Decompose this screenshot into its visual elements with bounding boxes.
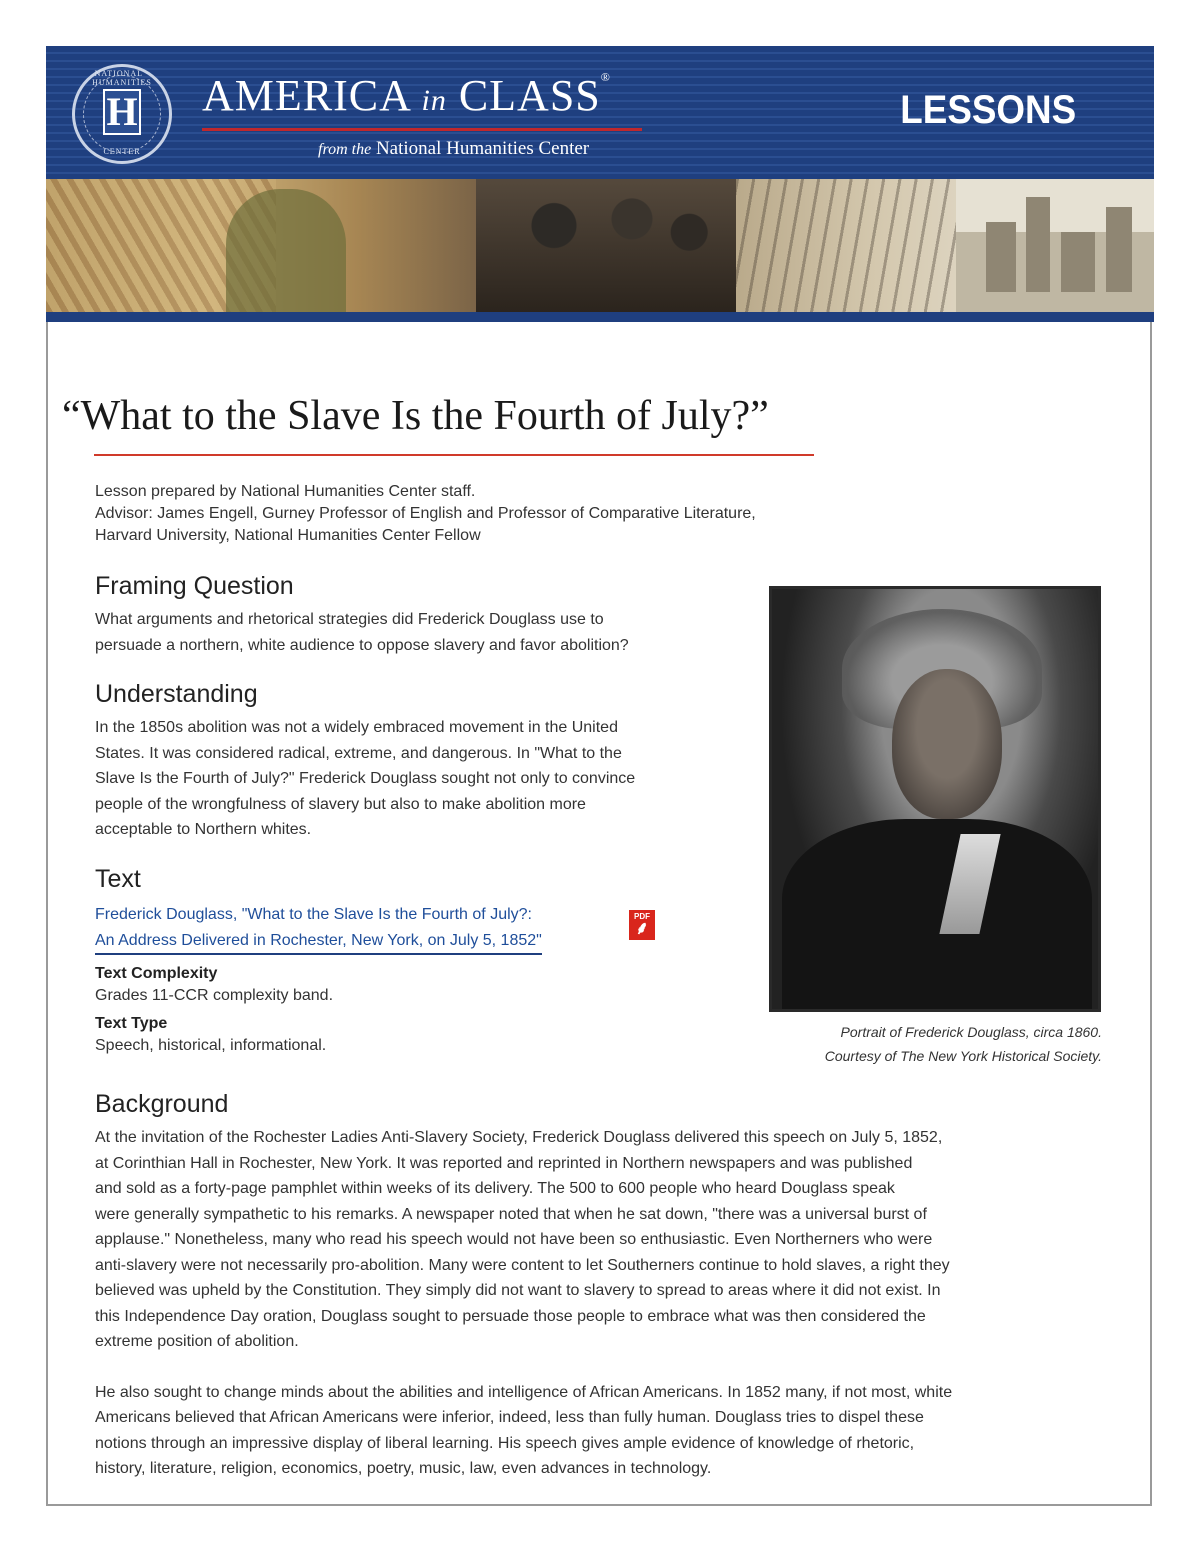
text-line: at Corinthian Hall in Rochester, New York. It was reported and reprinted in Northern newspapers and was published	[95, 1154, 913, 1172]
complexity-value: Grades 11-CCR complexity band.	[95, 987, 334, 1004]
brand-main: AMERICA	[202, 71, 410, 120]
text-line: this Independence Day oration, Douglass sought to persuade those people to embrace what was then considered the	[95, 1307, 926, 1325]
understanding-section	[95, 680, 755, 843]
framing-question-section	[95, 572, 755, 658]
speech-document-link[interactable]	[95, 902, 542, 955]
brand-in: in	[421, 84, 447, 117]
background-paragraph-2	[95, 1380, 1105, 1482]
text-line: were generally sympathetic to his remarks. A newspaper noted that when he sat down, "there was a universal burst of	[95, 1205, 927, 1223]
douglass-portrait-image	[769, 586, 1101, 1012]
text-type-block	[95, 1015, 735, 1055]
text-heading: Text	[95, 865, 141, 893]
text-line: acceptable to Northern whites.	[95, 821, 312, 838]
text-line: persuade a northern, white audience to oppose slavery and favor abolition?	[95, 636, 629, 654]
text-type-label: Text Type	[95, 1015, 168, 1032]
brand-class: CLASS	[458, 71, 601, 120]
understanding-text	[95, 715, 755, 843]
text-line: States. It was considered radical, extreme, and dangerous. In "What to the	[95, 744, 622, 762]
background-paragraph-1	[95, 1125, 1105, 1355]
text-line: history, literature, religion, economics, poetry, music, law, even advances in technology.	[95, 1460, 712, 1477]
text-line: In the 1850s abolition was not a widely embraced movement in the United	[95, 719, 618, 736]
lesson-credits	[95, 481, 756, 547]
link-line: Frederick Douglass, "What to the Slave Is the Fourth of July?:	[95, 906, 532, 923]
text-line: At the invitation of the Rochester Ladies Anti-Slavery Society, Frederick Douglass delivered this speech on July 5, 1852,	[95, 1129, 943, 1146]
collage-street-scene	[736, 179, 956, 312]
brand-from: from the	[318, 141, 372, 158]
brand-title	[202, 70, 611, 121]
framing-heading: Framing Question	[95, 572, 294, 600]
text-line: notions through an impressive display of liberal learning. His speech gives ample evidence of knowledge of rhetoric,	[95, 1434, 915, 1452]
brand-registered-mark: ®	[600, 70, 611, 84]
portrait-caption	[760, 1020, 1102, 1068]
collage-building	[1061, 232, 1095, 292]
collage-skyline	[956, 179, 1154, 312]
brand-underline	[202, 128, 642, 131]
brand-subtitle	[318, 138, 589, 160]
collage-bottom-bar	[46, 312, 1154, 322]
seal-bottom-text: CENTER	[103, 147, 141, 156]
text-link-block	[95, 902, 735, 955]
acrobat-glyph: ⸙	[635, 918, 649, 938]
pdf-icon-label: PDF	[634, 912, 650, 921]
text-line: believed was upheld by the Constitution. They simply did not want to slavery to spread to areas where it did not exist. In	[95, 1282, 941, 1299]
complexity-label: Text Complexity	[95, 965, 218, 982]
page-title: “What to the Slave Is the Fourth of July?”	[62, 393, 769, 439]
text-line: people of the wrongfulness of slavery but also to make abolition more	[95, 795, 586, 813]
header-banner	[46, 46, 1154, 179]
text-line: What arguments and rhetorical strategies did Frederick Douglass use to	[95, 611, 604, 628]
nhc-seal-logo	[72, 64, 172, 164]
brand-org: National Humanities Center	[375, 138, 590, 159]
portrait-face	[892, 669, 1002, 819]
history-photo-collage	[46, 179, 1154, 312]
text-line: Slave Is the Fourth of July?" Frederick Douglass sought not only to convince	[95, 770, 636, 787]
text-line: extreme position of abolition.	[95, 1333, 299, 1350]
title-underline	[94, 454, 814, 456]
collage-colonial-figure	[226, 189, 346, 312]
seal-letter: H	[103, 89, 141, 135]
caption-line: Courtesy of The New York Historical Society.	[824, 1048, 1102, 1064]
text-line: anti-slavery were not necessarily pro-abolition. Many were content to let Southerners continue to hold slaves, a right they	[95, 1256, 950, 1274]
framing-text	[95, 607, 755, 658]
background-heading: Background	[95, 1090, 229, 1118]
credit-line: Advisor: James Engell, Gurney Professor of English and Professor of Comparative Literature,	[95, 505, 756, 522]
caption-line: Portrait of Frederick Douglass, circa 1860.	[840, 1024, 1102, 1040]
text-line: He also sought to change minds about the abilities and intelligence of African Americans. In 1852 many, if not most, white	[95, 1383, 953, 1401]
text-section	[95, 865, 735, 1055]
understanding-heading: Understanding	[95, 680, 258, 708]
text-type-value: Speech, historical, informational.	[95, 1037, 327, 1054]
credit-line: Lesson prepared by National Humanities Center staff.	[95, 483, 476, 500]
link-line: An Address Delivered in Rochester, New York, on July 5, 1852"	[95, 931, 542, 949]
pdf-icon[interactable]	[629, 910, 655, 940]
collage-building	[1026, 197, 1050, 292]
text-line: Americans believed that African Americans were inferior, indeed, less than fully human. Douglass tries to dispel these	[95, 1409, 924, 1426]
collage-building	[986, 222, 1016, 292]
complexity-block	[95, 965, 735, 1005]
text-line: and sold as a forty-page pamphlet within weeks of its delivery. The 500 to 600 people who heard Douglass speak	[95, 1180, 895, 1197]
collage-building	[1106, 207, 1132, 292]
credit-line: Harvard University, National Humanities Center Fellow	[95, 527, 481, 544]
text-line: applause." Nonetheless, many who read his speech would not have been so enthusiastic. Even Northerners who were	[95, 1231, 933, 1248]
collage-group-photo	[476, 179, 736, 312]
portrait-coat	[782, 819, 1092, 1012]
section-label: LESSONS	[900, 88, 1076, 132]
background-section	[95, 1090, 1105, 1482]
seal-top-text: NATIONAL · HUMANITIES	[92, 69, 152, 87]
